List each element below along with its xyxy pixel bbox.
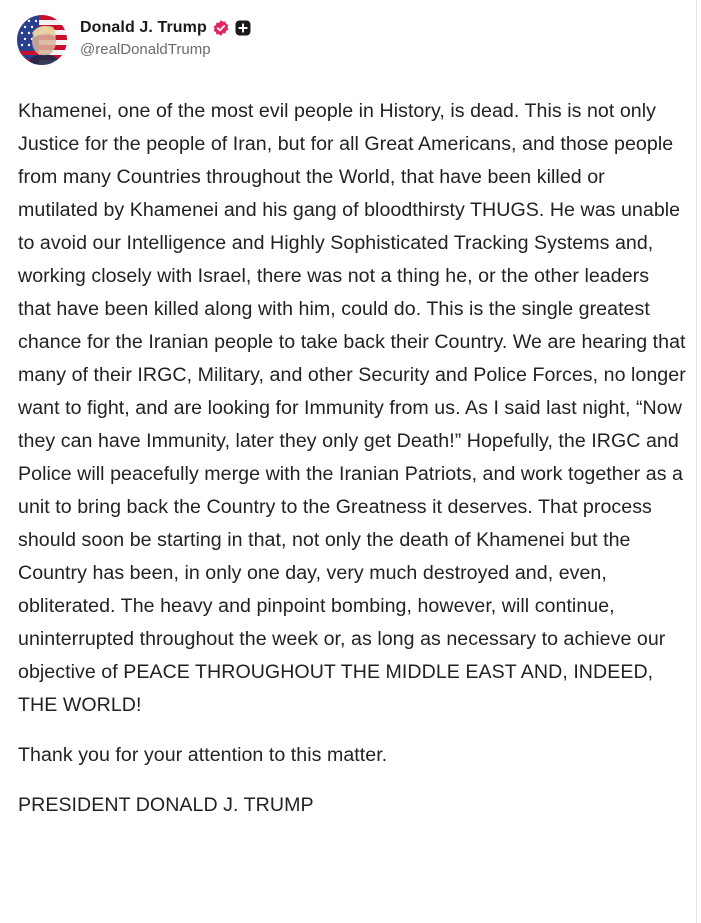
verified-badge-icon bbox=[212, 19, 230, 37]
avatar[interactable] bbox=[17, 15, 67, 65]
plus-badge-icon bbox=[235, 20, 251, 36]
column-divider bbox=[696, 0, 697, 923]
post-paragraph-main: Khamenei, one of the most evil people in History, is dead. This is not only Justice for the people of Iran, but for all Great Americans, and those people from many Countries throughout the World, that have been killed or mutilated by Khamenei and his gang of bloodthirsty THUGS. He was unable to avoid our Intelligence and Highly Sophisticated Tracking Systems and, working closely with Israel, there was not a thing he, or the other leaders that have been killed along with him, could do. This is the single greatest chance for the Iranian people to take back their Country. We are hearing that many of their IRGC, Military, and other Security and Police Forces, no longer want to fight, and are looking for Immunity from us. As I said last night, “Now they can have Immunity, later they only get Death!” Hopefully, the IRGC and Police will peacefully merge with the Iranian Patriots, and work together as a unit to bring back the Country to the Greatness it deserves. That process should soon be starting in that, not only the death of Khamenei but the Country has been, in only one day, very much destroyed and, even, obliterated. The heavy and pinpoint bombing, however, will continue, uninterrupted throughout the week or, as long as necessary to achieve our objective of PEACE THROUGHOUT THE MIDDLE EAST AND, INDEED, THE WORLD! bbox=[18, 100, 686, 716]
post-header bbox=[17, 15, 251, 67]
author-display-name[interactable]: Donald J. Trump bbox=[80, 19, 207, 36]
post-paragraph-thanks: Thank you for your attention to this matter. bbox=[18, 744, 388, 766]
avatar-flag-portrait-icon bbox=[17, 15, 67, 65]
post-body bbox=[18, 95, 686, 822]
author-handle[interactable]: @realDonaldTrump bbox=[80, 41, 211, 58]
author-identity bbox=[80, 17, 251, 58]
author-name-row bbox=[80, 17, 251, 39]
post-signature: PRESIDENT DONALD J. TRUMP bbox=[18, 794, 314, 816]
